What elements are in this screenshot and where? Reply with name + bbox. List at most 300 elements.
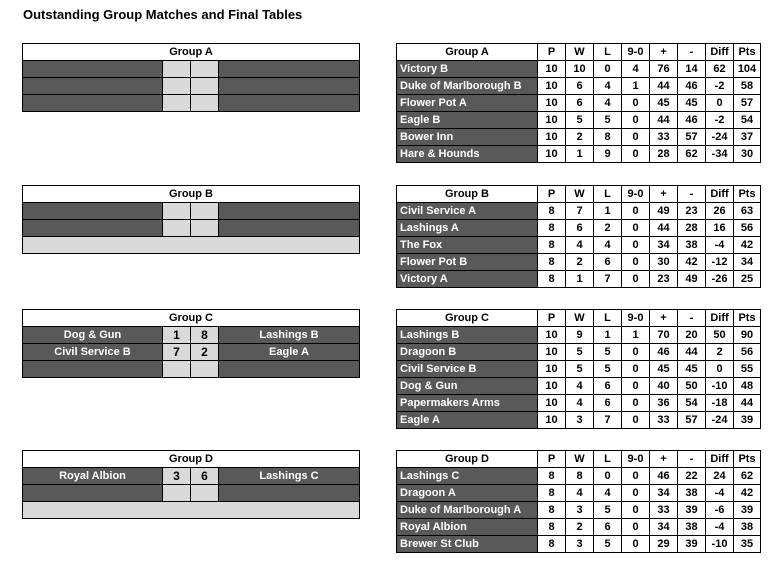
match-row [23,203,360,220]
team-name: Eagle A [397,412,538,429]
col-header: + [650,310,678,327]
nine-nil: 4 [622,61,650,78]
won: 4 [566,378,594,395]
col-header: P [538,186,566,203]
table-row [397,203,761,220]
away-score: 2 [191,344,219,361]
col-header: Pts [734,310,761,327]
for: 40 [650,378,678,395]
match-row [23,485,360,502]
home-score: 1 [163,327,191,344]
for: 34 [650,485,678,502]
lost: 4 [594,237,622,254]
col-header: P [538,310,566,327]
home-score [163,361,191,378]
away-team [219,61,360,78]
against: 50 [678,378,706,395]
diff: -12 [706,254,734,271]
lost: 5 [594,344,622,361]
home-team [23,485,163,502]
won: 6 [566,220,594,237]
table-row [397,412,761,429]
nine-nil: 0 [622,254,650,271]
played: 10 [538,344,566,361]
against: 28 [678,220,706,237]
diff: 0 [706,95,734,112]
lost: 5 [594,112,622,129]
match-row [23,95,360,112]
away-score [191,61,219,78]
table-row [397,61,761,78]
col-header: L [594,44,622,61]
home-score [163,203,191,220]
col-header: - [678,44,706,61]
diff: -4 [706,519,734,536]
diff: -26 [706,271,734,288]
away-team [219,220,360,237]
played: 8 [538,502,566,519]
group-c-matches [22,309,360,378]
for: 49 [650,203,678,220]
match-row [23,468,360,485]
for: 33 [650,412,678,429]
won: 2 [566,519,594,536]
played: 8 [538,203,566,220]
nine-nil: 0 [622,344,650,361]
played: 10 [538,78,566,95]
diff: 2 [706,344,734,361]
against: 39 [678,536,706,553]
group-a-matches [22,43,360,112]
col-header: + [650,451,678,468]
against: 46 [678,112,706,129]
nine-nil: 0 [622,203,650,220]
table-header-row [397,310,761,327]
played: 8 [538,271,566,288]
diff: 50 [706,327,734,344]
lost: 7 [594,412,622,429]
diff: 24 [706,468,734,485]
table-row [397,95,761,112]
match-row [23,344,360,361]
lost: 4 [594,95,622,112]
points: 35 [734,536,761,553]
group-b-table [396,185,761,288]
played: 8 [538,485,566,502]
against: 45 [678,95,706,112]
group-c-matches-header: Group C [23,310,360,327]
diff: 16 [706,220,734,237]
table-header-row [397,451,761,468]
against: 23 [678,203,706,220]
away-team [219,95,360,112]
table-row [397,361,761,378]
team-name: Duke of Marlborough B [397,78,538,95]
home-score: 7 [163,344,191,361]
for: 45 [650,95,678,112]
table-row [397,129,761,146]
points: 39 [734,502,761,519]
lost: 0 [594,61,622,78]
diff: -18 [706,395,734,412]
won: 10 [566,61,594,78]
home-team: Royal Albion [23,468,163,485]
for: 45 [650,361,678,378]
team-name: Victory B [397,61,538,78]
nine-nil: 0 [622,220,650,237]
for: 44 [650,78,678,95]
against: 22 [678,468,706,485]
points: 57 [734,95,761,112]
for: 33 [650,129,678,146]
table-row [397,519,761,536]
played: 8 [538,220,566,237]
home-team [23,203,163,220]
diff: -34 [706,146,734,163]
nine-nil: 0 [622,95,650,112]
table-row [397,395,761,412]
team-name: The Fox [397,237,538,254]
lost: 1 [594,327,622,344]
nine-nil: 0 [622,395,650,412]
group-a-table-header: Group A [397,44,538,61]
match-row [23,220,360,237]
away-team: Lashings C [219,468,360,485]
played: 10 [538,129,566,146]
away-team: Eagle A [219,344,360,361]
diff: -10 [706,378,734,395]
table-row [397,327,761,344]
group-d-table [396,450,761,553]
won: 4 [566,485,594,502]
won: 7 [566,203,594,220]
played: 10 [538,378,566,395]
away-score [191,361,219,378]
won: 3 [566,502,594,519]
played: 8 [538,519,566,536]
col-header: L [594,310,622,327]
lost: 1 [594,203,622,220]
table-row [397,378,761,395]
won: 5 [566,112,594,129]
lost: 8 [594,129,622,146]
table-row [397,468,761,485]
col-header: W [566,310,594,327]
nine-nil: 0 [622,361,650,378]
against: 62 [678,146,706,163]
table-header-row [397,186,761,203]
team-name: Victory A [397,271,538,288]
team-name: Hare & Hounds [397,146,538,163]
team-name: Dragoon A [397,485,538,502]
nine-nil: 0 [622,146,650,163]
played: 10 [538,95,566,112]
team-name: Civil Service A [397,203,538,220]
for: 44 [650,112,678,129]
played: 8 [538,536,566,553]
against: 45 [678,361,706,378]
for: 33 [650,502,678,519]
lost: 6 [594,254,622,271]
played: 10 [538,327,566,344]
nine-nil: 0 [622,519,650,536]
against: 49 [678,271,706,288]
away-team [219,485,360,502]
away-score [191,220,219,237]
for: 34 [650,237,678,254]
col-header: + [650,186,678,203]
match-row [23,78,360,95]
played: 10 [538,61,566,78]
nine-nil: 0 [622,378,650,395]
played: 10 [538,395,566,412]
col-header: W [566,451,594,468]
against: 57 [678,412,706,429]
home-score [163,220,191,237]
against: 20 [678,327,706,344]
team-name: Bower Inn [397,129,538,146]
away-score [191,485,219,502]
page-title: Outstanding Group Matches and Final Tables [23,7,303,22]
col-header: - [678,186,706,203]
lost: 7 [594,271,622,288]
table-row [397,78,761,95]
won: 3 [566,412,594,429]
col-header: - [678,310,706,327]
table-row [397,146,761,163]
col-header: 9-0 [622,451,650,468]
group-b-matches-header: Group B [23,186,360,203]
against: 42 [678,254,706,271]
home-score [163,485,191,502]
match-row-empty [23,237,360,254]
won: 5 [566,361,594,378]
points: 42 [734,237,761,254]
against: 46 [678,78,706,95]
lost: 6 [594,519,622,536]
points: 44 [734,395,761,412]
played: 10 [538,412,566,429]
table-row [397,112,761,129]
points: 25 [734,271,761,288]
group-d-matches-header: Group D [23,451,360,468]
lost: 6 [594,378,622,395]
diff: -4 [706,237,734,254]
against: 39 [678,502,706,519]
lost: 5 [594,536,622,553]
col-header: W [566,44,594,61]
played: 10 [538,112,566,129]
col-header: + [650,44,678,61]
away-score [191,78,219,95]
diff: -2 [706,112,734,129]
table-row [397,485,761,502]
table-row [397,220,761,237]
table-row [397,237,761,254]
group-b-matches [22,185,360,254]
against: 38 [678,237,706,254]
match-row [23,361,360,378]
played: 8 [538,254,566,271]
home-team: Civil Service B [23,344,163,361]
points: 63 [734,203,761,220]
group-c-table [396,309,761,429]
nine-nil: 0 [622,412,650,429]
home-score [163,78,191,95]
points: 37 [734,129,761,146]
nine-nil: 0 [622,112,650,129]
home-team: Dog & Gun [23,327,163,344]
table-row [397,536,761,553]
table-row [397,254,761,271]
points: 54 [734,112,761,129]
nine-nil: 0 [622,237,650,254]
team-name: Lashings C [397,468,538,485]
table-row [397,271,761,288]
against: 38 [678,485,706,502]
won: 6 [566,78,594,95]
lost: 2 [594,220,622,237]
table-row [397,344,761,361]
points: 30 [734,146,761,163]
group-d-table-header: Group D [397,451,538,468]
group-c-table-header: Group C [397,310,538,327]
points: 42 [734,485,761,502]
diff: 26 [706,203,734,220]
home-score: 3 [163,468,191,485]
won: 4 [566,237,594,254]
lost: 4 [594,78,622,95]
points: 48 [734,378,761,395]
home-score [163,61,191,78]
col-header: L [594,451,622,468]
empty-cell [23,237,360,254]
played: 8 [538,237,566,254]
team-name: Royal Albion [397,519,538,536]
points: 58 [734,78,761,95]
away-score [191,95,219,112]
nine-nil: 0 [622,536,650,553]
points: 62 [734,468,761,485]
col-header: 9-0 [622,310,650,327]
team-name: Dragoon B [397,344,538,361]
group-b-table-header: Group B [397,186,538,203]
points: 56 [734,220,761,237]
table-header-row [397,44,761,61]
nine-nil: 0 [622,271,650,288]
won: 2 [566,129,594,146]
lost: 4 [594,485,622,502]
team-name: Flower Pot A [397,95,538,112]
team-name: Duke of Marlborough A [397,502,538,519]
against: 14 [678,61,706,78]
diff: 62 [706,61,734,78]
team-name: Lashings A [397,220,538,237]
col-header: P [538,44,566,61]
col-header: 9-0 [622,186,650,203]
team-name: Civil Service B [397,361,538,378]
for: 34 [650,519,678,536]
won: 8 [566,468,594,485]
away-score: 6 [191,468,219,485]
for: 29 [650,536,678,553]
points: 39 [734,412,761,429]
nine-nil: 0 [622,485,650,502]
group-a-table [396,43,761,163]
nine-nil: 0 [622,468,650,485]
points: 104 [734,61,761,78]
won: 4 [566,395,594,412]
won: 3 [566,536,594,553]
home-team [23,220,163,237]
col-header: Diff [706,451,734,468]
away-score [191,203,219,220]
points: 38 [734,519,761,536]
group-a-matches-header: Group A [23,44,360,61]
table-row [397,502,761,519]
col-header: Diff [706,310,734,327]
match-row [23,61,360,78]
nine-nil: 1 [622,78,650,95]
for: 76 [650,61,678,78]
col-header: 9-0 [622,44,650,61]
empty-cell [23,502,360,519]
away-team [219,203,360,220]
for: 28 [650,146,678,163]
against: 38 [678,519,706,536]
match-row [23,327,360,344]
against: 57 [678,129,706,146]
col-header: Pts [734,44,761,61]
lost: 0 [594,468,622,485]
away-team: Lashings B [219,327,360,344]
team-name: Brewer St Club [397,536,538,553]
col-header: L [594,186,622,203]
nine-nil: 0 [622,129,650,146]
won: 1 [566,271,594,288]
for: 30 [650,254,678,271]
nine-nil: 0 [622,502,650,519]
won: 5 [566,344,594,361]
home-team [23,95,163,112]
points: 90 [734,327,761,344]
away-team [219,78,360,95]
col-header: P [538,451,566,468]
col-header: - [678,451,706,468]
diff: -4 [706,485,734,502]
for: 46 [650,344,678,361]
team-name: Flower Pot B [397,254,538,271]
won: 1 [566,146,594,163]
match-row-empty [23,502,360,519]
col-header: W [566,186,594,203]
played: 10 [538,361,566,378]
home-team [23,361,163,378]
played: 8 [538,468,566,485]
won: 2 [566,254,594,271]
points: 34 [734,254,761,271]
col-header: Diff [706,44,734,61]
diff: -2 [706,78,734,95]
for: 44 [650,220,678,237]
for: 36 [650,395,678,412]
away-score: 8 [191,327,219,344]
diff: -24 [706,412,734,429]
for: 70 [650,327,678,344]
for: 46 [650,468,678,485]
played: 10 [538,146,566,163]
against: 44 [678,344,706,361]
